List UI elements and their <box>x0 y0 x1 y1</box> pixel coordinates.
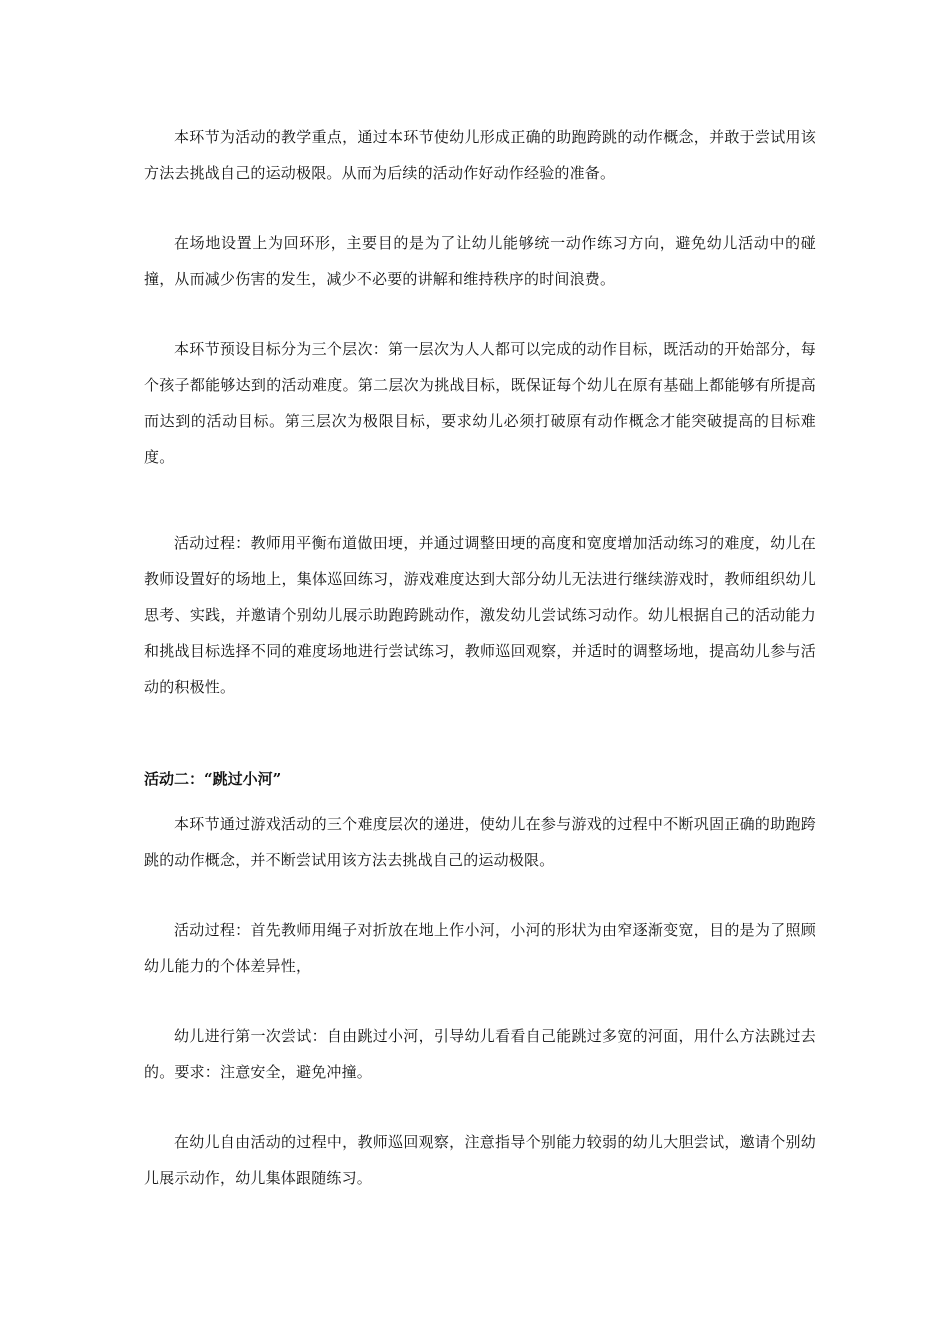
paragraph-teaching-focus: 本环节为活动的教学重点，通过本环节使幼儿形成正确的助跑跨跳的动作概念，并敢于尝试用该方法去挑战自己的运动极限。从而为后续的活动作好动作经验的准备。 <box>144 128 816 182</box>
section-heading-activity-two: 活动二：“跳过小河” <box>144 770 282 788</box>
paragraph-venue-setup: 在场地设置上为回环形，主要目的是为了让幼儿能够统一动作练习方向，避免幼儿活动中的碰撞，从而减少伤害的发生，减少不必要的讲解和维持秩序的时间浪费。 <box>144 234 816 288</box>
paragraph-goal-levels: 本环节预设目标分为三个层次：第一层次为人人都可以完成的动作目标，既活动的开始部分，每个孩子都能够达到的活动难度。第二层次为挑战目标，既保证每个幼儿在原有基础上都能够有所提高而达到的活动目标。第三层次为极限目标，要求幼儿必须打破原有动作概念才能突破提高的目标难度。 <box>144 340 816 466</box>
paragraph-activity-process-1: 活动过程：教师用平衡布道做田埂，并通过调整田埂的高度和宽度增加活动练习的难度，幼儿在教师设置好的场地上，集体巡回练习，游戏难度达到大部分幼儿无法进行继续游戏时，教师组织幼儿思考、实践，并邀请个别幼儿展示助跑跨跳动作，激发幼儿尝试练习动作。幼儿根据自己的活动能力和挑战目标选择不同的难度场地进行尝试练习，教师巡回观察，并适时的调整场地，提高幼儿参与活动的积极性。 <box>144 534 816 696</box>
paragraph-activity-process-2: 活动过程：首先教师用绳子对折放在地上作小河，小河的形状为由窄逐渐变宽，目的是为了照顾幼儿能力的个体差异性， <box>144 921 816 975</box>
paragraph-free-activity: 在幼儿自由活动的过程中，教师巡回观察，注意指导个别能力较弱的幼儿大胆尝试，邀请个别幼儿展示动作，幼儿集体跟随练习。 <box>144 1133 816 1187</box>
paragraph-first-attempt: 幼儿进行第一次尝试：自由跳过小河，引导幼儿看看自己能跳过多宽的河面，用什么方法跳过去的。要求：注意安全，避免冲撞。 <box>144 1027 816 1081</box>
paragraph-activity-two-intro: 本环节通过游戏活动的三个难度层次的递进，使幼儿在参与游戏的过程中不断巩固正确的助跑跨跳的动作概念，并不断尝试用该方法去挑战自己的运动极限。 <box>144 815 816 869</box>
